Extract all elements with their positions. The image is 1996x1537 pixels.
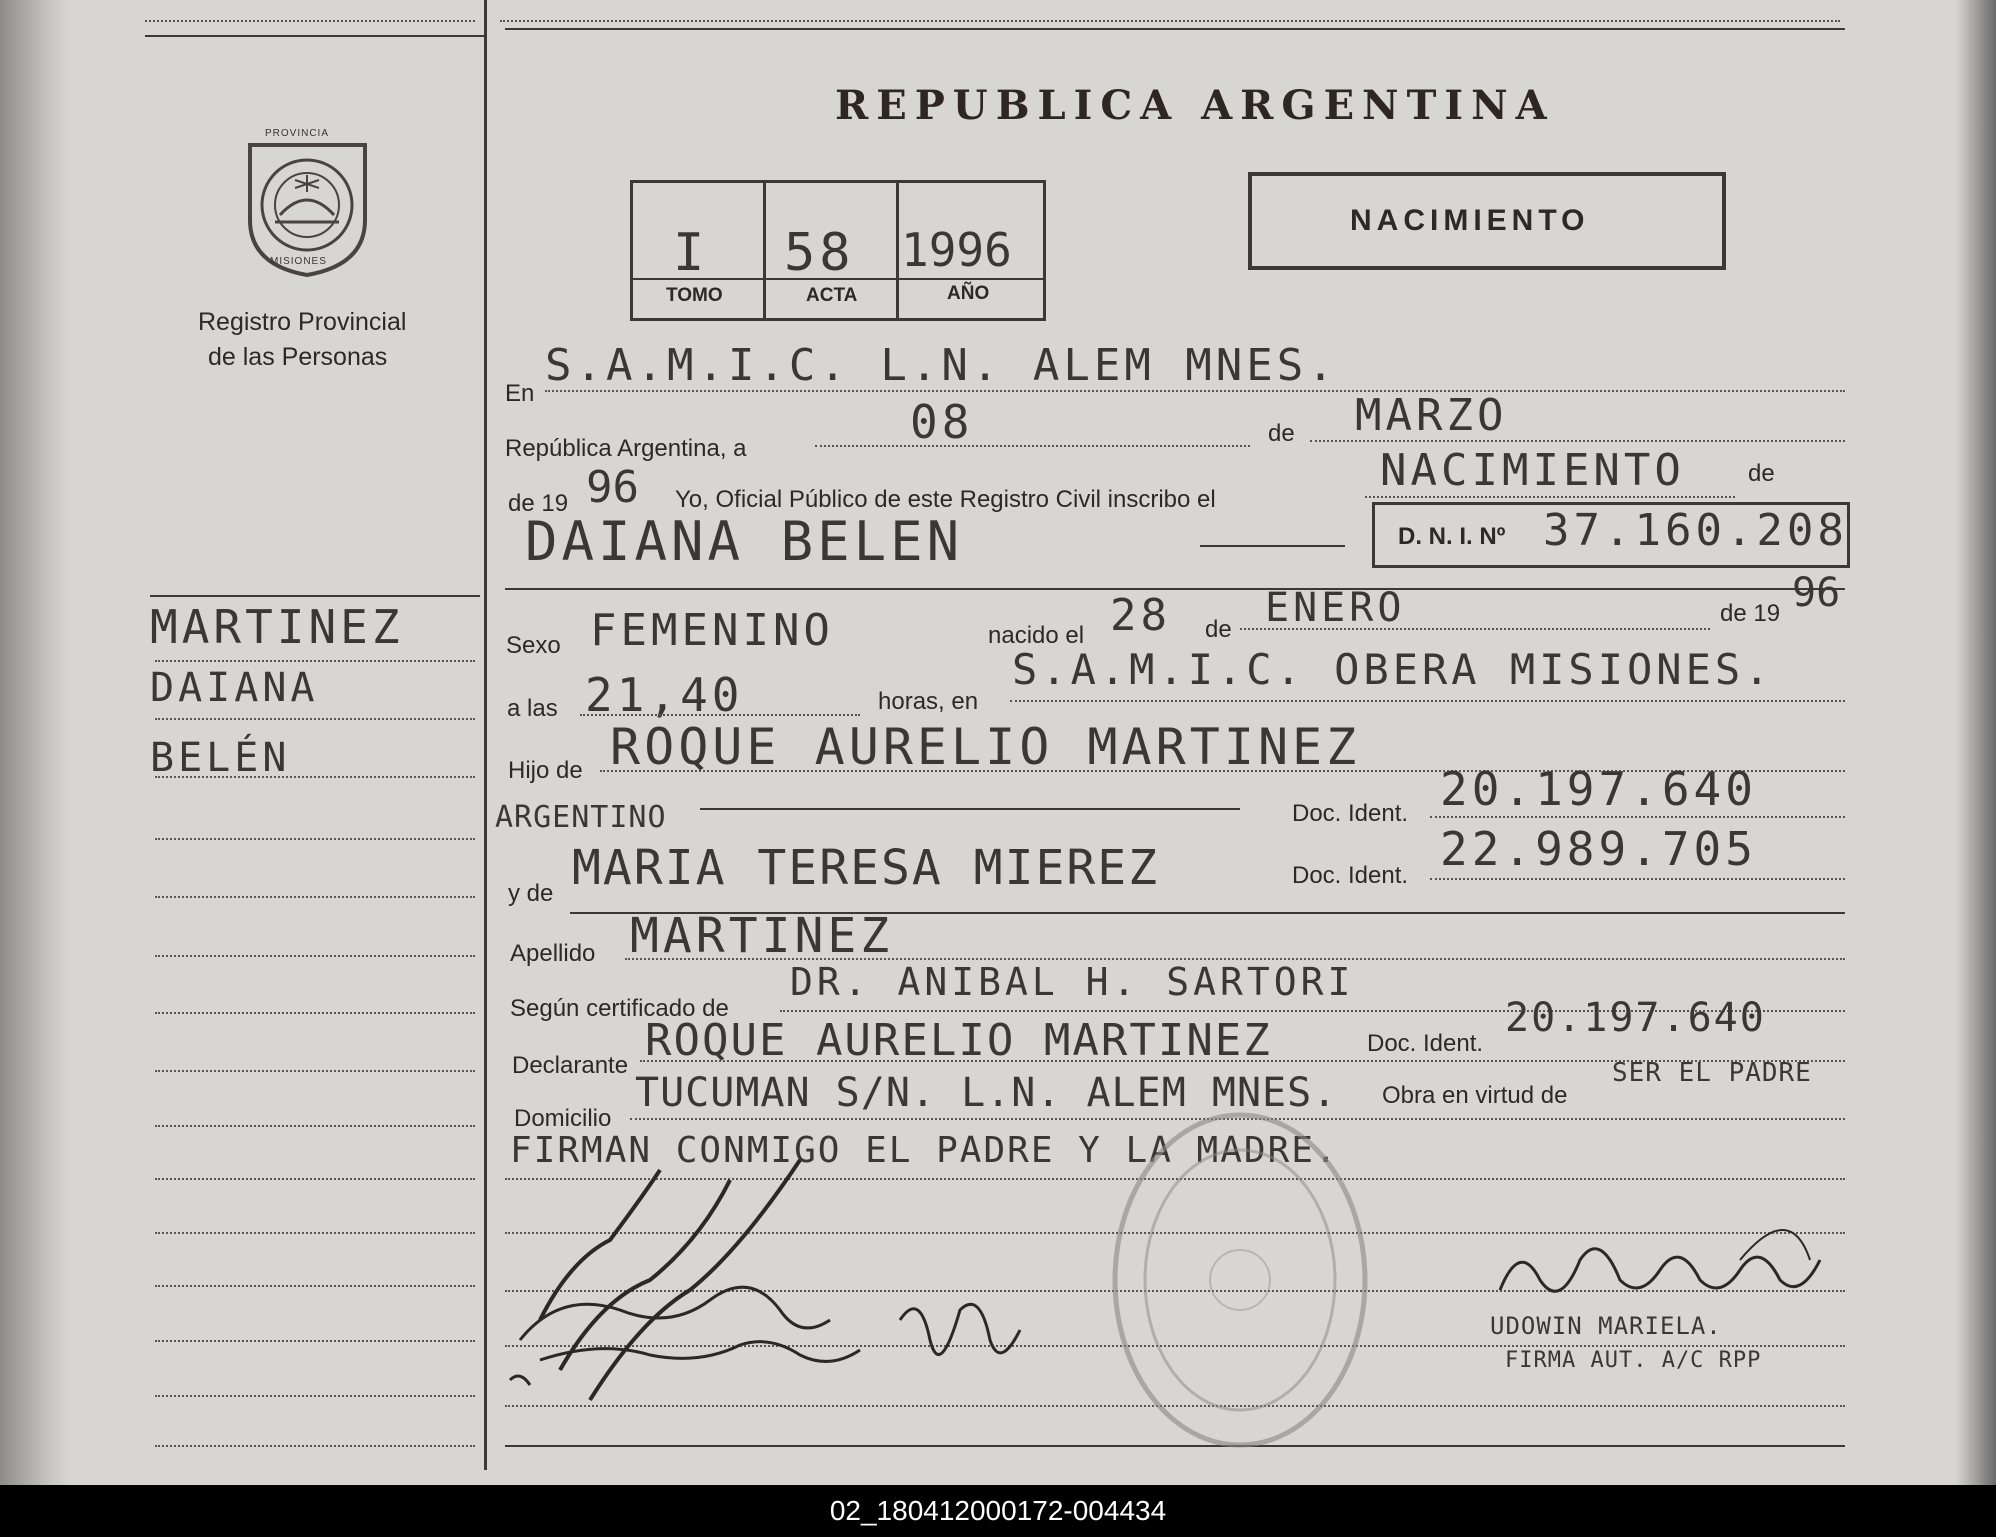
margin-line	[155, 1070, 475, 1072]
declarante-doc-value: 20.197.640	[1505, 995, 1766, 1041]
apellido-value: MARTINEZ	[630, 908, 894, 964]
top-dotted-line-right	[500, 20, 1840, 22]
country-title: REPUBLICA ARGENTINA	[835, 82, 1555, 129]
acta-cell	[766, 183, 899, 318]
official-text: Yo, Oficial Público de este Registro Civil inscribo el	[675, 486, 1216, 513]
birth-month-value: ENERO	[1265, 585, 1406, 631]
margin-line	[155, 776, 475, 778]
month-line	[1310, 440, 1845, 442]
nacido-label: nacido el	[988, 622, 1085, 649]
horas-label: horas, en	[878, 688, 979, 715]
de19-label: de 19	[1720, 600, 1781, 627]
year-prefix: de 19	[508, 490, 569, 517]
father-nationality: ARGENTINO	[495, 800, 667, 835]
doc-ident-label-father: Doc. Ident.	[1292, 800, 1409, 827]
mother-doc-line	[1430, 878, 1845, 880]
segun-label: Según certificado de	[510, 995, 729, 1022]
margin-line	[155, 1178, 475, 1180]
month-value: MARZO	[1355, 390, 1508, 441]
registry-name-line2: de las Personas	[208, 343, 388, 371]
margin-line	[155, 838, 475, 840]
right-top-rule	[505, 28, 1845, 30]
margin-line	[155, 955, 475, 957]
margin-line	[155, 718, 475, 720]
act-kind-line	[1365, 496, 1735, 498]
tomo-cell	[633, 183, 766, 318]
document-code: 02_180412000172-004434	[829, 1495, 1167, 1526]
dni-label: D. N. I. Nº	[1398, 523, 1506, 550]
mother-doc-value: 22.989.705	[1440, 822, 1757, 876]
year-suffix: 96	[586, 462, 639, 513]
margin-line	[155, 1012, 475, 1014]
hour-value: 21,40	[585, 668, 744, 722]
margin-line	[155, 660, 475, 662]
margin-line	[155, 1125, 475, 1127]
act-kind-value: NACIMIENTO	[1380, 445, 1685, 496]
birth-month-line	[1240, 628, 1710, 630]
doc-type: NACIMIENTO	[1350, 204, 1590, 237]
tomo-value: I	[673, 223, 709, 283]
dni-box	[1372, 502, 1850, 568]
margin-line	[155, 1395, 475, 1397]
margin-line	[155, 1232, 475, 1234]
de-label-2: de	[1748, 460, 1775, 487]
section-rule	[505, 588, 1845, 590]
margin-first-name: DAIANA	[150, 665, 319, 711]
officer-title: FIRMA AUT. A/C RPP	[1505, 1348, 1762, 1373]
ano-cell	[899, 183, 1043, 318]
en-line	[545, 390, 1845, 392]
mother-name: MARIA TERESA MIEREZ	[572, 840, 1160, 896]
dni-value: 37.160.208	[1543, 505, 1848, 556]
birth-year-suffix: 96	[1792, 570, 1841, 616]
father-doc-value: 20.197.640	[1440, 762, 1757, 816]
page-shadow-right	[1956, 0, 1996, 1485]
registry-name-line1: Registro Provincial	[198, 308, 407, 336]
margin-line	[155, 896, 475, 898]
margin-line	[155, 1285, 475, 1287]
place-value: S.A.M.I.C. OBERA MISIONES.	[1012, 645, 1774, 694]
acta-label: ACTA	[806, 285, 858, 306]
father-name: ROQUE AURELIO MARTINEZ	[610, 718, 1361, 776]
firman-text: FIRMAN CONMIGO EL PADRE Y LA MADRE.	[510, 1130, 1339, 1171]
day-value: 08	[910, 395, 974, 449]
doc-ident-label-mother: Doc. Ident.	[1292, 862, 1409, 889]
doc-type-box	[1248, 172, 1726, 270]
birth-day-value: 28	[1110, 590, 1171, 641]
seal-top-text: PROVINCIA	[265, 128, 330, 139]
de-label-3: de	[1205, 616, 1232, 643]
page-shadow-left	[0, 0, 70, 1485]
domicilio-label: Domicilio	[514, 1105, 612, 1132]
declarante-value: ROQUE AURELIO MARTINEZ	[645, 1015, 1272, 1066]
left-top-rule	[145, 35, 485, 37]
margin-top-rule	[150, 595, 480, 597]
doctor-value: DR. ANIBAL H. SARTORI	[790, 960, 1355, 1004]
hour-line	[580, 714, 860, 716]
apellido-label: Apellido	[510, 940, 596, 967]
ano-label: AÑO	[947, 283, 990, 304]
place-line	[1010, 700, 1845, 702]
en-value: S.A.M.I.C. L.N. ALEM MNES.	[545, 340, 1338, 391]
ano-value: 1996	[901, 223, 1012, 277]
a-las-label: a las	[507, 695, 558, 722]
de-label: de	[1268, 420, 1295, 447]
parents-signatures-icon	[500, 1140, 1060, 1420]
en-label: En	[505, 380, 535, 407]
domicilio-value: TUCUMAN S/N. L.N. ALEM MNES.	[635, 1070, 1338, 1116]
official-stamp-icon	[1100, 1100, 1380, 1460]
obra-label: Obra en virtud de	[1382, 1082, 1568, 1109]
officer-signature-icon	[1490, 1200, 1830, 1320]
acta-value: 58	[784, 223, 855, 283]
column-divider	[484, 0, 487, 1470]
top-dotted-line-left	[145, 20, 475, 22]
margin-second-name: BELÉN	[150, 735, 291, 781]
sexo-label: Sexo	[506, 632, 561, 659]
margin-line	[155, 1340, 475, 1342]
declarante-label: Declarante	[512, 1052, 629, 1079]
y-de-label: y de	[508, 880, 554, 907]
margin-line	[155, 1445, 475, 1447]
child-name: DAIANA BELEN	[525, 510, 964, 573]
father-doc-line	[1430, 816, 1845, 818]
hijo-label: Hijo de	[508, 757, 583, 784]
officer-name: UDOWIN MARIELA.	[1490, 1312, 1722, 1340]
republica-label: República Argentina, a	[505, 435, 747, 462]
box-inner-rule	[633, 278, 1043, 280]
day-line	[815, 445, 1250, 447]
seal-bottom-text: MISIONES	[270, 256, 327, 267]
tomo-label: TOMO	[666, 285, 723, 306]
sexo-value: FEMENINO	[590, 605, 834, 656]
obra-value: SER EL PADRE	[1612, 1058, 1812, 1088]
doc-ident-label-declarante: Doc. Ident.	[1367, 1030, 1484, 1057]
margin-surname: MARTINEZ	[150, 600, 404, 654]
tomo-acta-ano-box	[630, 180, 1046, 321]
footer-bar	[0, 1485, 1996, 1537]
nationality-line	[700, 808, 1240, 810]
child-name-dash	[1200, 545, 1345, 547]
